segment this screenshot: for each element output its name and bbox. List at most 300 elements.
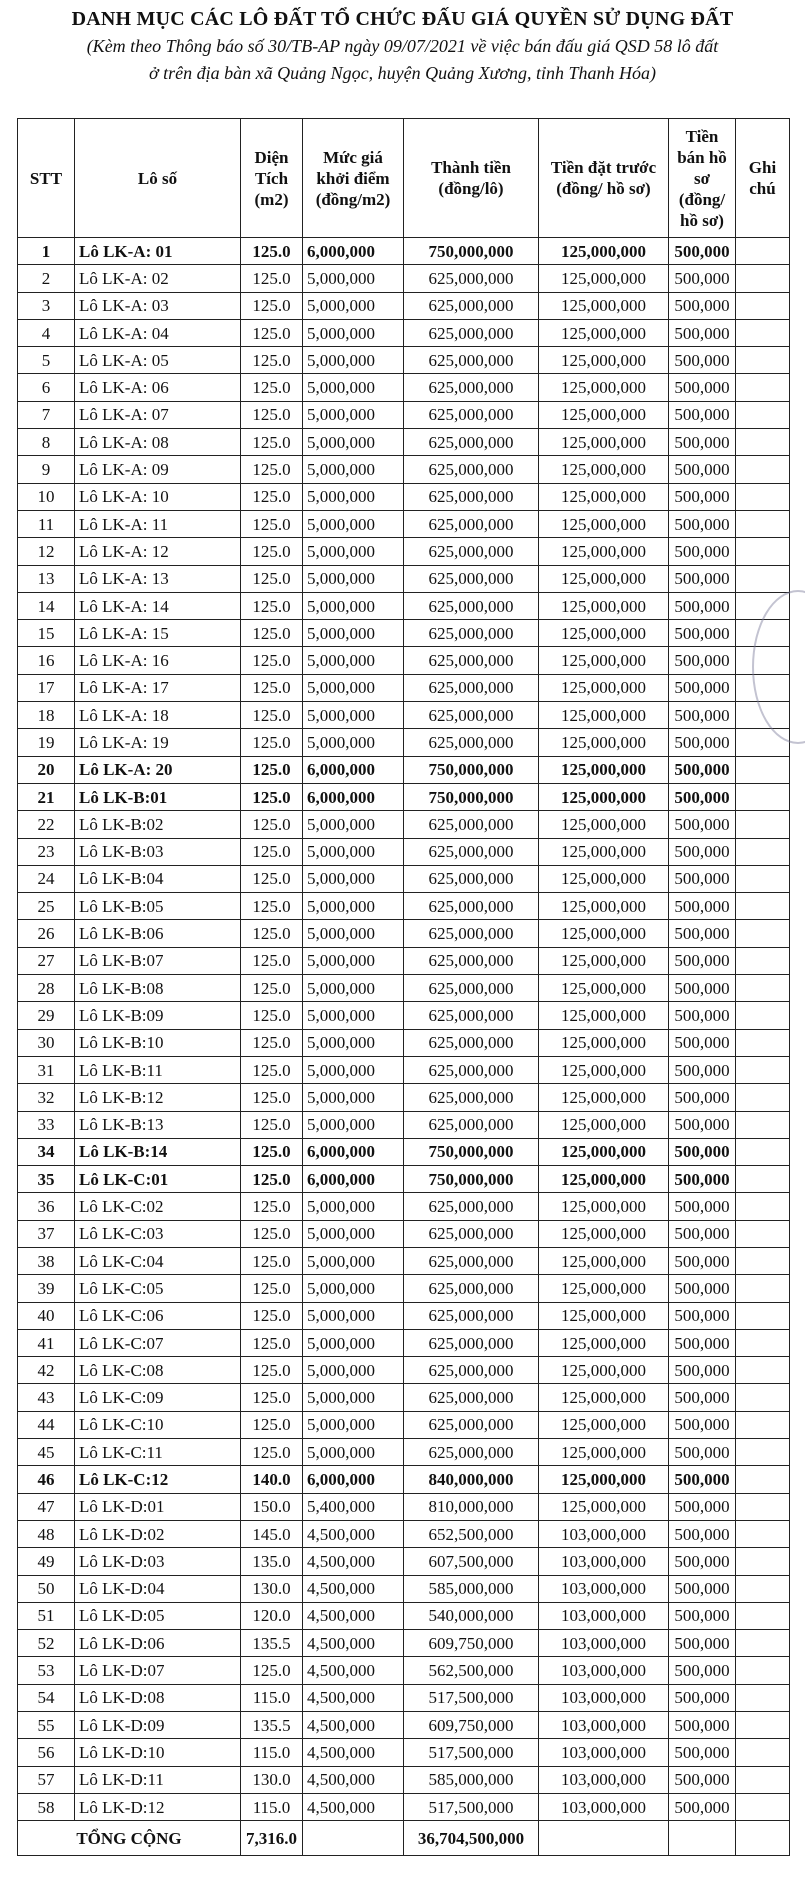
cell-fee: 500,000: [669, 429, 736, 456]
cell-amount: 625,000,000: [404, 1029, 539, 1056]
cell-price: 5,000,000: [303, 374, 404, 401]
table-row: [18, 347, 790, 374]
cell-price: 4,500,000: [303, 1739, 404, 1766]
cell-price: 5,000,000: [303, 865, 404, 892]
cell-deposit: 125,000,000: [539, 1084, 669, 1111]
cell-fee: 500,000: [669, 1575, 736, 1602]
land-lot-table: [17, 118, 790, 1856]
table-body: [18, 238, 790, 1821]
cell-stt: 14: [18, 592, 75, 619]
cell-fee: 500,000: [669, 1411, 736, 1438]
cell-amount: 625,000,000: [404, 456, 539, 483]
cell-area: 125.0: [241, 401, 303, 428]
cell-area: 135.5: [241, 1630, 303, 1657]
cell-note: [736, 1247, 790, 1274]
cell-note: [736, 674, 790, 701]
cell-area: 135.5: [241, 1712, 303, 1739]
cell-deposit: 125,000,000: [539, 838, 669, 865]
cell-area: 125.0: [241, 920, 303, 947]
cell-note: [736, 483, 790, 510]
cell-fee: 500,000: [669, 565, 736, 592]
cell-area: 115.0: [241, 1739, 303, 1766]
cell-area: 125.0: [241, 1029, 303, 1056]
cell-amount: 625,000,000: [404, 975, 539, 1002]
cell-area: 125.0: [241, 865, 303, 892]
cell-fee: 500,000: [669, 1357, 736, 1384]
cell-lot: Lô LK-A: 03: [75, 292, 241, 319]
cell-lot: Lô LK-A: 20: [75, 756, 241, 783]
cell-lot: Lô LK-A: 08: [75, 429, 241, 456]
cell-stt: 7: [18, 401, 75, 428]
cell-note: [736, 1193, 790, 1220]
cell-lot: Lô LK-C:10: [75, 1411, 241, 1438]
cell-area: 125.0: [241, 1357, 303, 1384]
cell-stt: 4: [18, 319, 75, 346]
cell-note: [736, 1739, 790, 1766]
table-row: [18, 756, 790, 783]
cell-fee: 500,000: [669, 1084, 736, 1111]
table-row: [18, 1275, 790, 1302]
cell-fee: 500,000: [669, 893, 736, 920]
cell-area: 125.0: [241, 1439, 303, 1466]
cell-price: 5,000,000: [303, 1357, 404, 1384]
cell-amount: 625,000,000: [404, 1084, 539, 1111]
cell-deposit: 125,000,000: [539, 429, 669, 456]
cell-amount: 625,000,000: [404, 1247, 539, 1274]
table-row: [18, 1193, 790, 1220]
cell-fee: 500,000: [669, 920, 736, 947]
cell-amount: 625,000,000: [404, 1357, 539, 1384]
cell-lot: Lô LK-C:05: [75, 1275, 241, 1302]
cell-lot: Lô LK-B:12: [75, 1084, 241, 1111]
total-amount: 36,704,500,000: [404, 1821, 539, 1856]
cell-amount: 562,500,000: [404, 1657, 539, 1684]
cell-price: 5,000,000: [303, 292, 404, 319]
cell-price: 5,000,000: [303, 538, 404, 565]
cell-note: [736, 811, 790, 838]
cell-price: 6,000,000: [303, 756, 404, 783]
cell-price: 5,000,000: [303, 702, 404, 729]
table-row: [18, 1630, 790, 1657]
cell-fee: 500,000: [669, 674, 736, 701]
cell-deposit: 125,000,000: [539, 783, 669, 810]
table-row: [18, 1384, 790, 1411]
cell-area: 125.0: [241, 811, 303, 838]
cell-lot: Lô LK-B:08: [75, 975, 241, 1002]
cell-deposit: 103,000,000: [539, 1739, 669, 1766]
cell-fee: 500,000: [669, 1029, 736, 1056]
cell-amount: 585,000,000: [404, 1766, 539, 1793]
cell-stt: 30: [18, 1029, 75, 1056]
cell-deposit: 125,000,000: [539, 456, 669, 483]
cell-lot: Lô LK-B:04: [75, 865, 241, 892]
cell-price: 4,500,000: [303, 1793, 404, 1820]
cell-amount: 625,000,000: [404, 1193, 539, 1220]
table-row: [18, 1002, 790, 1029]
cell-area: 125.0: [241, 510, 303, 537]
cell-fee: 500,000: [669, 1466, 736, 1493]
cell-price: 6,000,000: [303, 1166, 404, 1193]
cell-amount: 625,000,000: [404, 674, 539, 701]
cell-note: [736, 1357, 790, 1384]
table-row: [18, 1138, 790, 1165]
cell-note: [736, 319, 790, 346]
cell-fee: 500,000: [669, 1220, 736, 1247]
cell-area: 125.0: [241, 674, 303, 701]
cell-amount: 517,500,000: [404, 1739, 539, 1766]
cell-price: 5,000,000: [303, 674, 404, 701]
table-row: [18, 1575, 790, 1602]
cell-deposit: 125,000,000: [539, 1439, 669, 1466]
table-row: [18, 238, 790, 265]
cell-stt: 19: [18, 729, 75, 756]
cell-deposit: 125,000,000: [539, 1275, 669, 1302]
cell-area: 125.0: [241, 456, 303, 483]
table-row: [18, 538, 790, 565]
header-note: Ghi chú: [736, 119, 790, 238]
table-row: [18, 1411, 790, 1438]
cell-deposit: 125,000,000: [539, 947, 669, 974]
cell-area: 125.0: [241, 265, 303, 292]
cell-amount: 540,000,000: [404, 1602, 539, 1629]
cell-note: [736, 565, 790, 592]
cell-stt: 13: [18, 565, 75, 592]
cell-stt: 42: [18, 1357, 75, 1384]
cell-lot: Lô LK-C:03: [75, 1220, 241, 1247]
cell-amount: 625,000,000: [404, 292, 539, 319]
table-row: [18, 729, 790, 756]
table-row: [18, 1029, 790, 1056]
cell-price: 6,000,000: [303, 1138, 404, 1165]
cell-price: 5,000,000: [303, 319, 404, 346]
table-row: [18, 1247, 790, 1274]
cell-note: [736, 647, 790, 674]
cell-stt: 41: [18, 1329, 75, 1356]
cell-stt: 48: [18, 1520, 75, 1547]
cell-deposit: 125,000,000: [539, 674, 669, 701]
cell-stt: 55: [18, 1712, 75, 1739]
cell-note: [736, 783, 790, 810]
cell-stt: 44: [18, 1411, 75, 1438]
cell-stt: 1: [18, 238, 75, 265]
cell-deposit: 125,000,000: [539, 729, 669, 756]
cell-note: [736, 1302, 790, 1329]
cell-fee: 500,000: [669, 401, 736, 428]
cell-fee: 500,000: [669, 1630, 736, 1657]
table-row: [18, 483, 790, 510]
cell-fee: 500,000: [669, 838, 736, 865]
cell-deposit: 125,000,000: [539, 347, 669, 374]
table-row: [18, 1111, 790, 1138]
cell-price: 4,500,000: [303, 1684, 404, 1711]
cell-price: 5,000,000: [303, 429, 404, 456]
cell-lot: Lô LK-A: 13: [75, 565, 241, 592]
cell-fee: 500,000: [669, 456, 736, 483]
table-row: [18, 783, 790, 810]
cell-amount: 750,000,000: [404, 783, 539, 810]
cell-lot: Lô LK-A: 05: [75, 347, 241, 374]
table-row: [18, 1439, 790, 1466]
cell-note: [736, 620, 790, 647]
cell-area: 125.0: [241, 975, 303, 1002]
cell-area: 125.0: [241, 538, 303, 565]
cell-lot: Lô LK-A: 10: [75, 483, 241, 510]
cell-amount: 609,750,000: [404, 1630, 539, 1657]
cell-amount: 625,000,000: [404, 1220, 539, 1247]
cell-amount: 609,750,000: [404, 1712, 539, 1739]
cell-fee: 500,000: [669, 947, 736, 974]
cell-price: 5,000,000: [303, 1411, 404, 1438]
cell-stt: 10: [18, 483, 75, 510]
cell-deposit: 103,000,000: [539, 1548, 669, 1575]
cell-stt: 40: [18, 1302, 75, 1329]
cell-deposit: 125,000,000: [539, 1002, 669, 1029]
cell-price: 4,500,000: [303, 1657, 404, 1684]
cell-fee: 500,000: [669, 1275, 736, 1302]
cell-amount: 625,000,000: [404, 920, 539, 947]
cell-area: 125.0: [241, 292, 303, 319]
cell-stt: 39: [18, 1275, 75, 1302]
cell-deposit: 103,000,000: [539, 1630, 669, 1657]
cell-stt: 53: [18, 1657, 75, 1684]
cell-stt: 50: [18, 1575, 75, 1602]
cell-fee: 500,000: [669, 647, 736, 674]
cell-stt: 35: [18, 1166, 75, 1193]
cell-note: [736, 1439, 790, 1466]
cell-amount: 625,000,000: [404, 401, 539, 428]
cell-note: [736, 1602, 790, 1629]
cell-deposit: 125,000,000: [539, 374, 669, 401]
cell-lot: Lô LK-B:06: [75, 920, 241, 947]
cell-lot: Lô LK-D:10: [75, 1739, 241, 1766]
document-subtitle-line-2: ở trên địa bàn xã Quảng Ngọc, huyện Quảng Xương, tỉnh Thanh Hóa): [149, 63, 656, 83]
cell-note: [736, 1466, 790, 1493]
cell-stt: 49: [18, 1548, 75, 1575]
cell-fee: 500,000: [669, 1247, 736, 1274]
cell-stt: 15: [18, 620, 75, 647]
cell-note: [736, 1493, 790, 1520]
cell-amount: 625,000,000: [404, 1275, 539, 1302]
cell-note: [736, 1029, 790, 1056]
table-row: [18, 1220, 790, 1247]
cell-price: 4,500,000: [303, 1630, 404, 1657]
cell-area: 125.0: [241, 1002, 303, 1029]
cell-deposit: 125,000,000: [539, 1357, 669, 1384]
cell-deposit: 125,000,000: [539, 1247, 669, 1274]
cell-amount: 750,000,000: [404, 238, 539, 265]
cell-area: 125.0: [241, 429, 303, 456]
cell-deposit: 125,000,000: [539, 920, 669, 947]
cell-lot: Lô LK-A: 14: [75, 592, 241, 619]
cell-deposit: 125,000,000: [539, 292, 669, 319]
cell-note: [736, 756, 790, 783]
table-row: [18, 1520, 790, 1547]
cell-deposit: 125,000,000: [539, 1384, 669, 1411]
cell-lot: Lô LK-D:12: [75, 1793, 241, 1820]
cell-stt: 22: [18, 811, 75, 838]
cell-lot: Lô LK-D:08: [75, 1684, 241, 1711]
header-stt: STT: [18, 119, 75, 238]
cell-area: 125.0: [241, 483, 303, 510]
cell-stt: 21: [18, 783, 75, 810]
cell-deposit: 125,000,000: [539, 893, 669, 920]
cell-area: 135.0: [241, 1548, 303, 1575]
cell-price: 5,000,000: [303, 1275, 404, 1302]
cell-deposit: 125,000,000: [539, 620, 669, 647]
cell-amount: 750,000,000: [404, 756, 539, 783]
cell-area: 125.0: [241, 647, 303, 674]
cell-fee: 500,000: [669, 1384, 736, 1411]
cell-price: 5,000,000: [303, 729, 404, 756]
cell-price: 5,000,000: [303, 1439, 404, 1466]
table-row: [18, 702, 790, 729]
cell-note: [736, 702, 790, 729]
table-row: [18, 592, 790, 619]
cell-stt: 56: [18, 1739, 75, 1766]
cell-lot: Lô LK-B:01: [75, 783, 241, 810]
cell-amount: 625,000,000: [404, 865, 539, 892]
cell-lot: Lô LK-C:02: [75, 1193, 241, 1220]
cell-lot: Lô LK-B:11: [75, 1056, 241, 1083]
table-row: [18, 975, 790, 1002]
table-row: [18, 265, 790, 292]
cell-area: 130.0: [241, 1766, 303, 1793]
cell-area: 125.0: [241, 620, 303, 647]
cell-note: [736, 429, 790, 456]
cell-note: [736, 1002, 790, 1029]
cell-note: [736, 1520, 790, 1547]
cell-fee: 500,000: [669, 1739, 736, 1766]
cell-area: 125.0: [241, 893, 303, 920]
cell-deposit: 125,000,000: [539, 756, 669, 783]
cell-deposit: 125,000,000: [539, 1493, 669, 1520]
cell-area: 120.0: [241, 1602, 303, 1629]
table-row: [18, 429, 790, 456]
cell-lot: Lô LK-C:11: [75, 1439, 241, 1466]
cell-lot: Lô LK-A: 18: [75, 702, 241, 729]
cell-lot: Lô LK-A: 06: [75, 374, 241, 401]
cell-price: 4,500,000: [303, 1766, 404, 1793]
cell-price: 5,000,000: [303, 920, 404, 947]
cell-note: [736, 238, 790, 265]
cell-deposit: 125,000,000: [539, 510, 669, 537]
cell-note: [736, 1220, 790, 1247]
table-row: [18, 1548, 790, 1575]
cell-price: 4,500,000: [303, 1520, 404, 1547]
cell-stt: 9: [18, 456, 75, 483]
cell-amount: 625,000,000: [404, 374, 539, 401]
cell-fee: 500,000: [669, 510, 736, 537]
cell-area: 115.0: [241, 1684, 303, 1711]
total-price-empty: [303, 1821, 404, 1856]
table-row: [18, 1602, 790, 1629]
cell-note: [736, 1084, 790, 1111]
cell-amount: 625,000,000: [404, 319, 539, 346]
table-row: [18, 1684, 790, 1711]
cell-area: 125.0: [241, 1193, 303, 1220]
cell-fee: 500,000: [669, 238, 736, 265]
cell-lot: Lô LK-B:07: [75, 947, 241, 974]
cell-note: [736, 374, 790, 401]
cell-deposit: 125,000,000: [539, 865, 669, 892]
cell-amount: 840,000,000: [404, 1466, 539, 1493]
cell-price: 5,000,000: [303, 1329, 404, 1356]
table-row: [18, 401, 790, 428]
cell-note: [736, 920, 790, 947]
cell-price: 5,000,000: [303, 456, 404, 483]
table-row: [18, 1466, 790, 1493]
cell-amount: 625,000,000: [404, 1002, 539, 1029]
cell-area: 125.0: [241, 319, 303, 346]
total-deposit-empty: [539, 1821, 669, 1856]
total-area: 7,316.0: [241, 1821, 303, 1856]
cell-price: 5,000,000: [303, 647, 404, 674]
cell-amount: 625,000,000: [404, 702, 539, 729]
cell-deposit: 125,000,000: [539, 238, 669, 265]
cell-amount: 625,000,000: [404, 265, 539, 292]
table-row: [18, 865, 790, 892]
cell-stt: 38: [18, 1247, 75, 1274]
cell-amount: 625,000,000: [404, 510, 539, 537]
cell-amount: 625,000,000: [404, 347, 539, 374]
cell-amount: 625,000,000: [404, 620, 539, 647]
cell-stt: 54: [18, 1684, 75, 1711]
cell-price: 5,000,000: [303, 1193, 404, 1220]
cell-amount: 585,000,000: [404, 1575, 539, 1602]
cell-amount: 750,000,000: [404, 1166, 539, 1193]
table-row: [18, 1166, 790, 1193]
cell-fee: 500,000: [669, 729, 736, 756]
header-price: Mức giá khởi điểm (đồng/m2): [303, 119, 404, 238]
cell-lot: Lô LK-B:14: [75, 1138, 241, 1165]
cell-price: 5,000,000: [303, 620, 404, 647]
cell-lot: Lô LK-B:05: [75, 893, 241, 920]
cell-stt: 43: [18, 1384, 75, 1411]
cell-price: 5,000,000: [303, 347, 404, 374]
table-row: [18, 947, 790, 974]
table-row: [18, 1357, 790, 1384]
cell-stt: 24: [18, 865, 75, 892]
cell-lot: Lô LK-A: 01: [75, 238, 241, 265]
cell-deposit: 125,000,000: [539, 975, 669, 1002]
cell-stt: 18: [18, 702, 75, 729]
cell-stt: 8: [18, 429, 75, 456]
cell-area: 125.0: [241, 756, 303, 783]
cell-price: 5,000,000: [303, 510, 404, 537]
table-row: [18, 1493, 790, 1520]
cell-note: [736, 729, 790, 756]
cell-stt: 45: [18, 1439, 75, 1466]
cell-lot: Lô LK-D:06: [75, 1630, 241, 1657]
cell-note: [736, 401, 790, 428]
cell-note: [736, 265, 790, 292]
cell-area: 125.0: [241, 838, 303, 865]
cell-price: 5,000,000: [303, 1384, 404, 1411]
cell-stt: 17: [18, 674, 75, 701]
cell-price: 5,000,000: [303, 1247, 404, 1274]
cell-deposit: 125,000,000: [539, 1111, 669, 1138]
cell-note: [736, 1684, 790, 1711]
cell-amount: 625,000,000: [404, 893, 539, 920]
cell-price: 5,000,000: [303, 893, 404, 920]
table-row: [18, 1084, 790, 1111]
cell-price: 5,000,000: [303, 975, 404, 1002]
cell-note: [736, 1630, 790, 1657]
cell-amount: 625,000,000: [404, 811, 539, 838]
cell-fee: 500,000: [669, 592, 736, 619]
cell-stt: 51: [18, 1602, 75, 1629]
cell-note: [736, 456, 790, 483]
